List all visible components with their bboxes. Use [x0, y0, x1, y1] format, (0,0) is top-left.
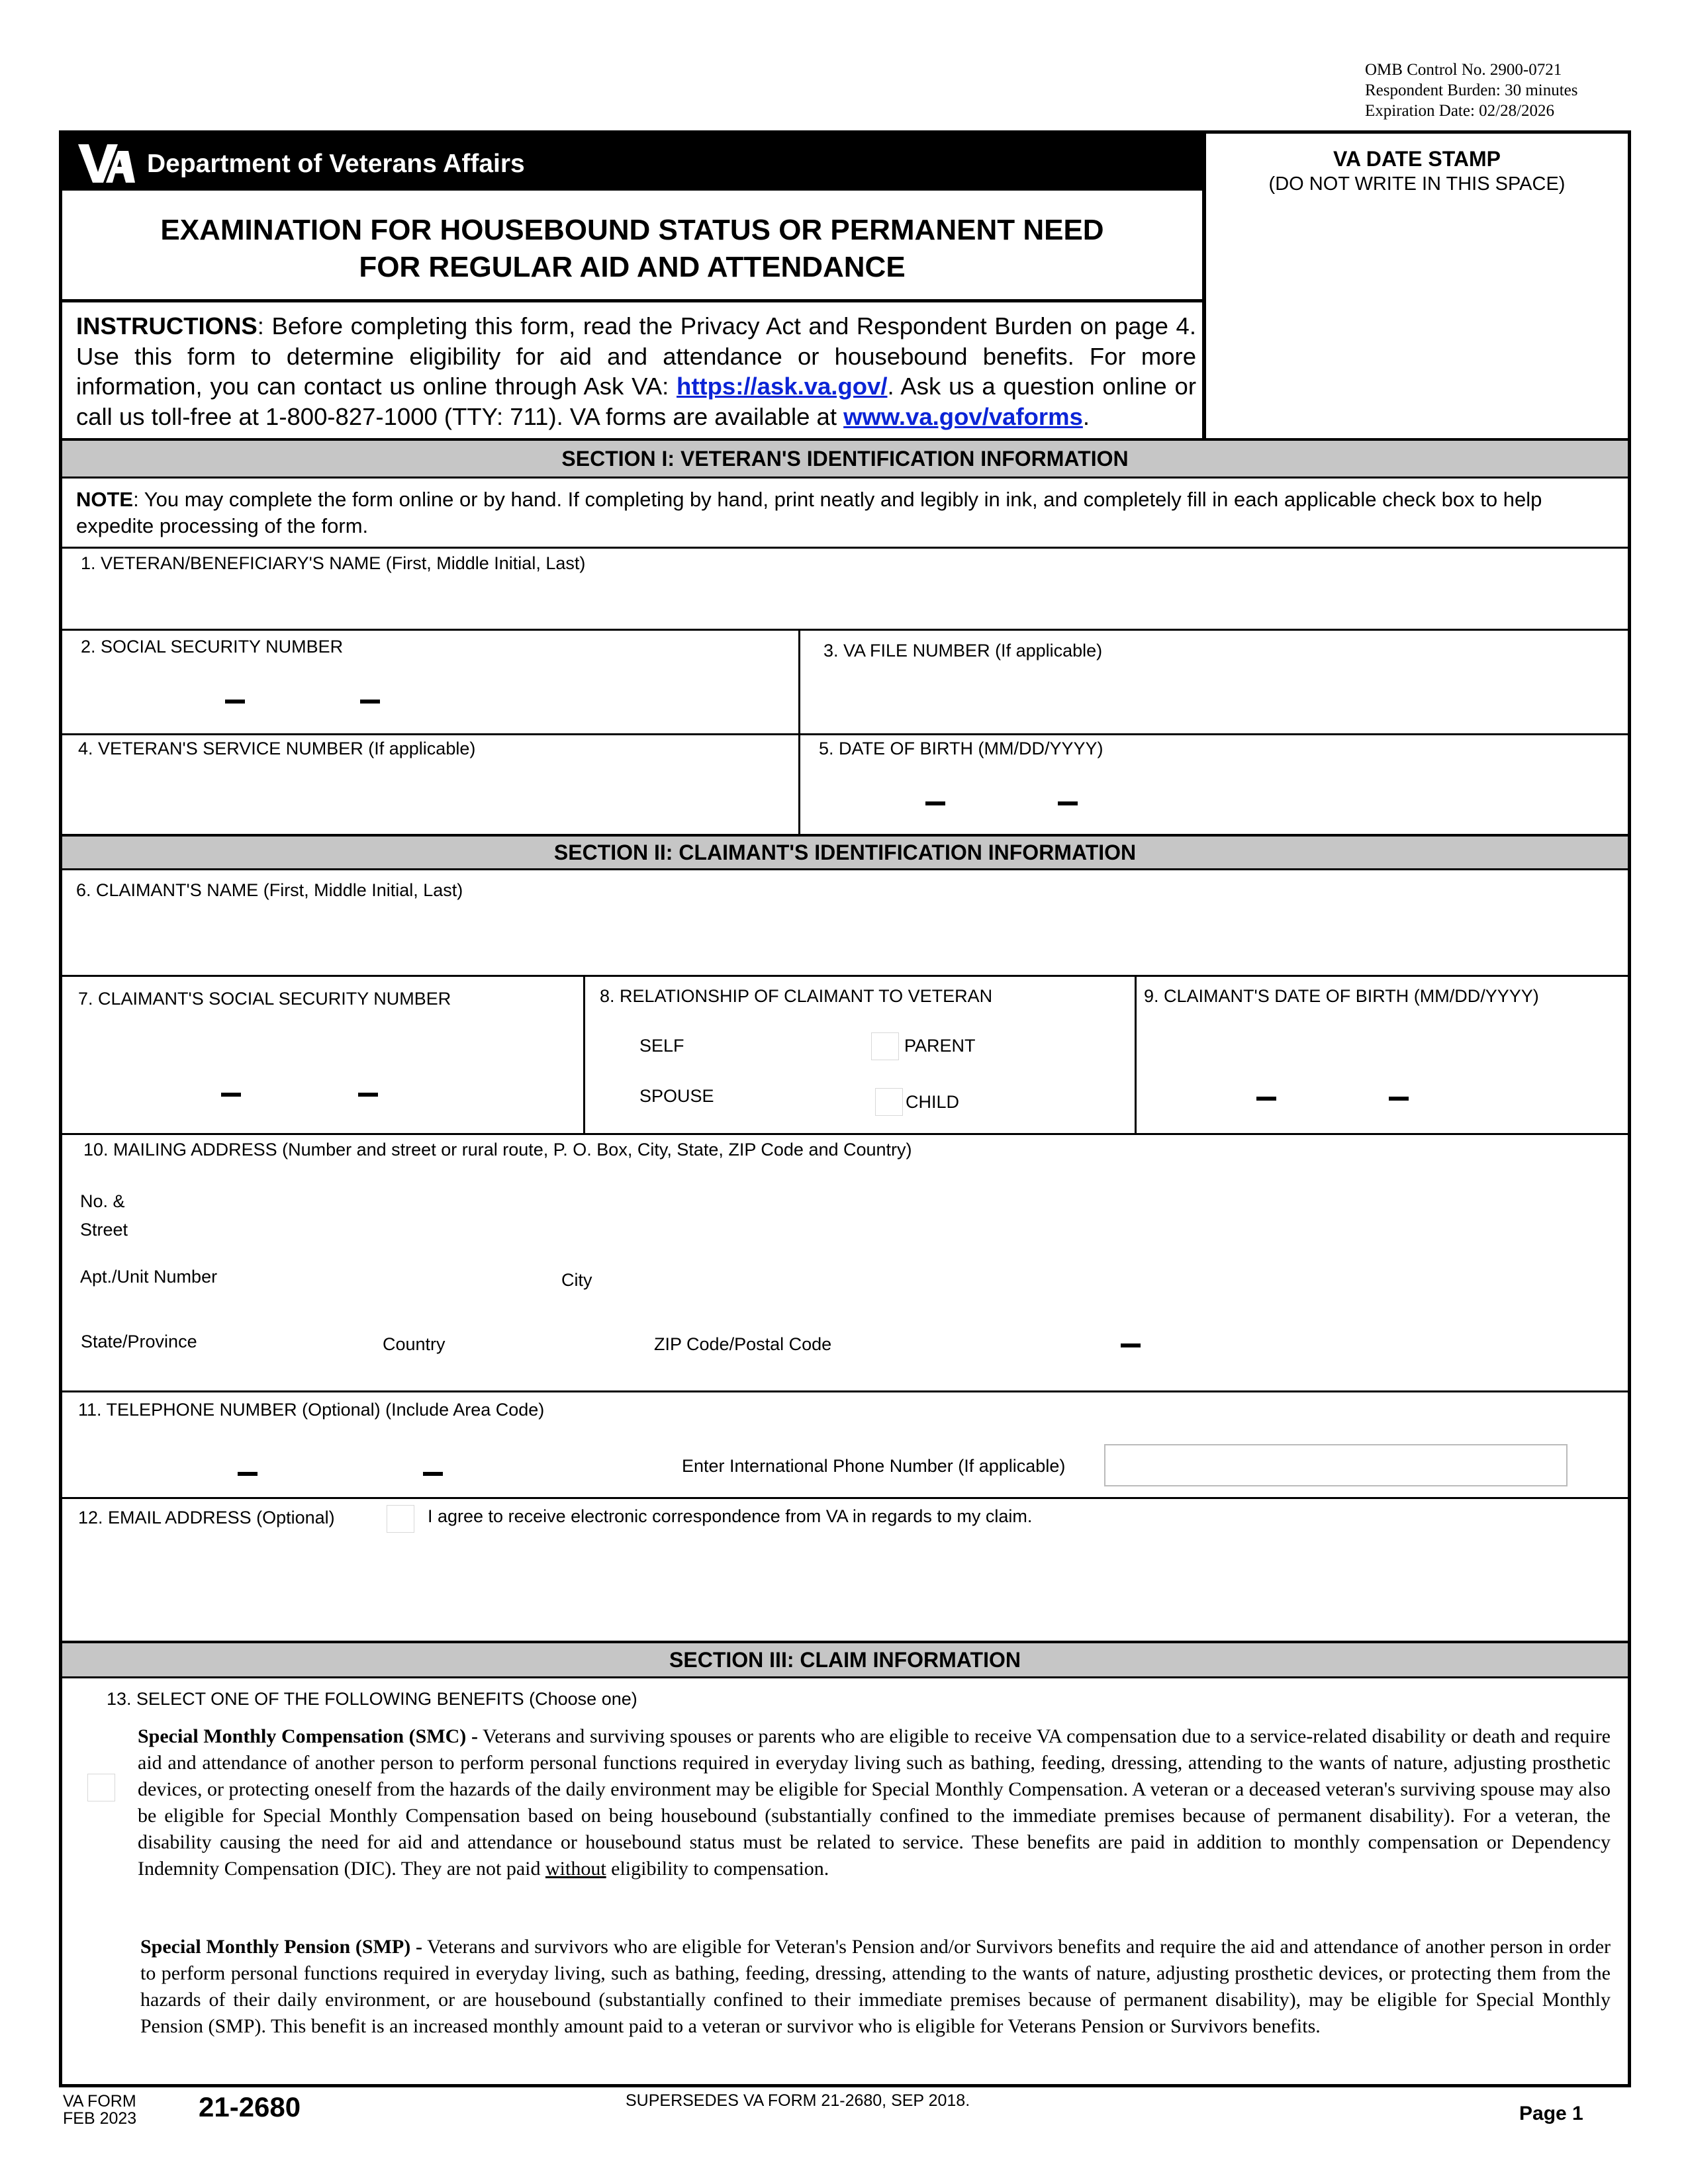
city-field[interactable]: City — [561, 1270, 592, 1290]
department-name: Department of Veterans Affairs — [147, 150, 525, 178]
rule — [62, 477, 1628, 478]
international-phone-label: Enter International Phone Number (If applicable) — [682, 1456, 1066, 1476]
note-text: : You may complete the form online or by hand. If completing by hand, print neatly and legibly in ink, and completely fill in each applicable check box to help expedite processing of the form. — [76, 488, 1542, 537]
instructions-text-3: . — [1082, 402, 1090, 430]
omb-control: OMB Control No. 2900-0721 — [1365, 61, 1562, 79]
smc-text-2: eligibility to compensation. — [606, 1858, 829, 1880]
date-stamp-title: VA DATE STAMP — [1333, 147, 1501, 171]
zip-dash — [1121, 1343, 1141, 1347]
claimant-ssn-dash-1 — [221, 1093, 241, 1097]
footer-form-id — [63, 2093, 136, 2127]
omb-info — [1365, 60, 1578, 121]
field-va-file-number[interactable]: 3. VA FILE NUMBER (If applicable) — [823, 641, 1103, 660]
expiration-date: Expiration Date: 02/28/2026 — [1365, 102, 1555, 120]
form-title-line1: EXAMINATION FOR HOUSEBOUND STATUS OR PERMANENT NEED — [160, 214, 1104, 246]
apt-unit-field[interactable]: Apt./Unit Number — [80, 1267, 218, 1287]
va-logo-icon — [77, 139, 136, 187]
note-label: NOTE — [76, 488, 134, 511]
title-divider — [62, 299, 1202, 302]
footer-supersedes: SUPERSEDES VA FORM 21-2680, SEP 2018. — [626, 2091, 970, 2110]
international-phone-input[interactable] — [1104, 1444, 1568, 1486]
instructions-label: INSTRUCTIONS — [76, 312, 258, 340]
field-email[interactable]: 12. EMAIL ADDRESS (Optional) — [78, 1508, 335, 1527]
respondent-burden: Respondent Burden: 30 minutes — [1365, 81, 1578, 99]
field-claimant-dob[interactable]: 9. CLAIMANT'S DATE OF BIRTH (MM/DD/YYYY) — [1144, 986, 1539, 1006]
form-title-line2: FOR REGULAR AID AND ATTENDANCE — [359, 251, 906, 283]
smp-description — [140, 1934, 1611, 2040]
smc-title: Special Monthly Compensation (SMC) - — [138, 1725, 478, 1747]
field-claimant-ssn[interactable]: 7. CLAIMANT'S SOCIAL SECURITY NUMBER — [78, 989, 451, 1009]
field-relationship: 8. RELATIONSHIP OF CLAIMANT TO VETERAN — [600, 986, 993, 1006]
rule — [62, 1390, 1628, 1392]
field-select-benefit: 13. SELECT ONE OF THE FOLLOWING BENEFITS (Choose one) — [107, 1689, 637, 1709]
section-1-note — [76, 486, 1618, 539]
phone-dash-2 — [423, 1472, 443, 1476]
footer-date: FEB 2023 — [63, 2109, 137, 2128]
smp-title: Special Monthly Pension (SMP) - — [140, 1936, 422, 1958]
claimant-dob-dash-2 — [1389, 1097, 1409, 1101]
country-field[interactable]: Country — [383, 1334, 445, 1354]
street-label-1: No. & — [80, 1191, 125, 1211]
rule — [798, 629, 800, 835]
dob-dash-1 — [925, 801, 945, 805]
instructions-text-2: . Ask us a question online or call us toll-free at 1-800-827-1000 (TTY: 711). VA forms are available at — [76, 373, 1196, 430]
field-telephone[interactable]: 11. TELEPHONE NUMBER (Optional) (Include Area Code) — [78, 1400, 545, 1420]
rule — [62, 1676, 1628, 1678]
smc-text-1: Veterans and surviving spouses or parents who are eligible to receive VA compensation due to a service-related disability or death and require aid and attendance of another person to perform personal functions required in everyday living such as bathing, feeding, dressing, attending to the wants of nature, adjusting prosthetic devices, or protecting oneself from the hazards of the daily environment may be eligible for Special Monthly Compensation. A veteran or a deceased veteran's surviving spouse may also be eligible for Special Monthly Compensation based on being housebound (substantially confined to the immediate premises because of permanent disability). For a veteran, the disability causing the need for aid and attendance or housebound status must be related to service. These benefits are paid in addition to monthly compensation or Dependency Indemnity Compensation (DIC). They are not paid — [138, 1725, 1611, 1880]
child-label: CHILD — [906, 1092, 960, 1112]
footer-form-number: 21-2680 — [199, 2091, 301, 2122]
state-province-field[interactable]: State/Province — [81, 1332, 197, 1351]
date-stamp-note: (DO NOT WRITE IN THIS SPACE) — [1268, 173, 1566, 195]
rule — [1135, 975, 1137, 1134]
street-label-2[interactable]: Street — [80, 1220, 128, 1240]
field-date-of-birth[interactable]: 5. DATE OF BIRTH (MM/DD/YYYY) — [819, 739, 1103, 758]
parent-label: PARENT — [904, 1036, 976, 1056]
section-1-heading: SECTION I: VETERAN'S IDENTIFICATION INFORMATION — [62, 441, 1628, 477]
rule — [62, 975, 1628, 977]
smc-description — [138, 1723, 1611, 1882]
instructions-text-1: : Before completing this form, read the Privacy Act and Respondent Burden on page 4. Use this form to determine eligibility for aid and attendance or housebound benefits. For more information, you can contact us online through Ask VA: — [76, 312, 1196, 400]
va-forms-link[interactable]: www.va.gov/vaforms — [843, 402, 1083, 430]
phone-dash-1 — [238, 1472, 258, 1476]
spouse-label: SPOUSE — [639, 1086, 714, 1106]
field-ssn[interactable]: 2. SOCIAL SECURITY NUMBER — [81, 637, 344, 657]
field-claimant-name[interactable]: 6. CLAIMANT'S NAME (First, Middle Initial, Last) — [76, 880, 463, 900]
rule — [62, 868, 1628, 870]
rule — [62, 629, 1628, 631]
field-mailing-address: 10. MAILING ADDRESS (Number and street or rural route, P. O. Box, City, State, ZIP Code and Country) — [83, 1140, 912, 1160]
ssn-dash-2 — [360, 700, 380, 704]
dob-dash-2 — [1058, 801, 1078, 805]
electronic-correspondence-label: I agree to receive electronic correspondence from VA in regards to my claim. — [428, 1506, 1033, 1526]
spouse-checkbox[interactable] — [608, 1083, 635, 1111]
form-title — [62, 212, 1202, 286]
instructions — [76, 311, 1196, 432]
self-label: SELF — [639, 1036, 684, 1056]
ssn-dash-1 — [225, 700, 245, 704]
rule — [62, 1133, 1628, 1135]
rule — [62, 733, 1628, 735]
field-veteran-name[interactable]: 1. VETERAN/BENEFICIARY'S NAME (First, Middle Initial, Last) — [81, 553, 586, 573]
smp-text: Veterans and survivors who are eligible for Veteran's Pension and/or Survivors benefits and require the aid and attendance of another person in order to perform personal functions required in everyday living, such as bathing, feeding, dressing, attending to the wants of nature, adjusting prosthetic devices, or protecting them from the hazards of their daily environment, or are housebound (substantially confined to their immediate premises because of permanent disability), may be eligible for Special Monthly Pension (SMP). This benefit is an increased monthly amount paid to a veteran or survivor who is eligible for Veterans Pension or Survivors benefits. — [140, 1936, 1611, 2037]
electronic-correspondence-checkbox[interactable] — [387, 1505, 414, 1533]
child-checkbox[interactable] — [875, 1088, 903, 1116]
section-3-heading: SECTION III: CLAIM INFORMATION — [62, 1643, 1628, 1676]
parent-checkbox[interactable] — [871, 1032, 899, 1060]
rule — [583, 975, 585, 1134]
smc-checkbox[interactable] — [87, 1774, 115, 1801]
smc-underlined-word: without — [545, 1858, 606, 1880]
rule — [62, 547, 1628, 549]
zip-code-field[interactable]: ZIP Code/Postal Code — [654, 1334, 832, 1354]
ask-va-link[interactable]: https://ask.va.gov/ — [677, 373, 888, 400]
footer-page-number: Page 1 — [1519, 2103, 1583, 2124]
claimant-dob-dash-1 — [1256, 1097, 1276, 1101]
claimant-ssn-dash-2 — [358, 1093, 378, 1097]
rule — [62, 1497, 1628, 1499]
footer-va-form: VA FORM — [63, 2092, 136, 2111]
section-2-heading: SECTION II: CLAIMANT'S IDENTIFICATION INFORMATION — [62, 837, 1628, 868]
field-service-number[interactable]: 4. VETERAN'S SERVICE NUMBER (If applicable) — [78, 739, 476, 758]
